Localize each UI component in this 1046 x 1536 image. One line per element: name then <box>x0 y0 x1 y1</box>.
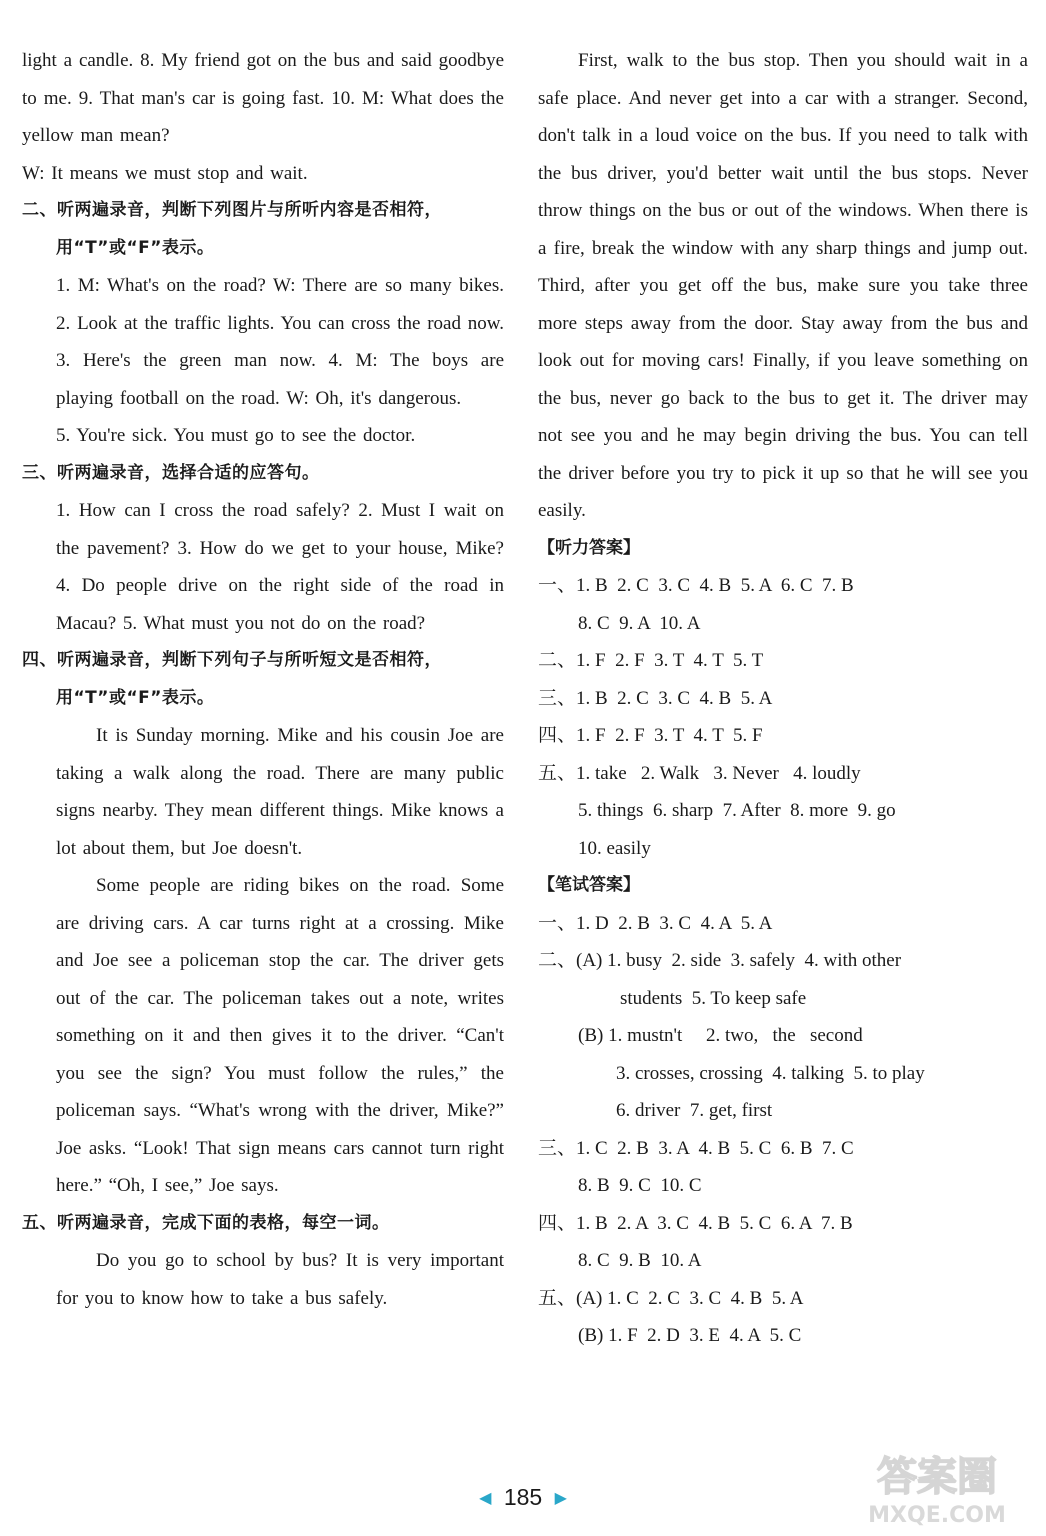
written-answers-1: 一、1. D 2. B 3. C 4. A 5. A <box>538 912 773 934</box>
transcript-part2: 1. M: What's on the road? W: There are so many bikes. 2. Look at the traffic lights. You can cross the road now. 3. Here's the green man now. 4. M: The boys are playing football on the road. W: Oh, it's dangerous. <box>56 275 504 409</box>
listening-answers-5-end: 10. easily <box>578 837 651 859</box>
watermark-logo-icon <box>842 1444 1032 1530</box>
listening-answers-5: 五、1. take 2. Walk 3. Never 4. loudly <box>538 762 861 784</box>
page-number: 185 <box>503 1484 543 1510</box>
arrow-left-icon: ◀ <box>479 1490 492 1507</box>
transcript-part4-para2: Some people are riding bikes on the road. Some are driving cars. A car turns right at a crossing. Mike and Joe see a policeman stop the car. The driver gets out of the car. The policeman takes out a note, writes something on it and then gives it to the driver. “Can't you see the sign? You must follow the rules,” the policeman says. “What's wrong with the driver, Mike?” Joe asks. “Look! That sign means cars cannot turn right here.” “Oh, I see,” Joe says. <box>56 875 504 1196</box>
transcript-part1-end: light a candle. 8. My friend got on the bus and said goodbye to me. 9. That man's car is going fast. 10. M: What does the yellow man mean? <box>22 50 504 146</box>
svg-text:答案圈: 答案圈 <box>877 1454 997 1500</box>
section-2-heading-cont: 用“T”或“F”表示。 <box>56 237 215 258</box>
arrow-right-icon: ▶ <box>554 1490 567 1507</box>
written-answers-2b: (B) 1. mustn't 2. two, the second <box>578 1025 863 1046</box>
listening-answers-5-cont: 5. things 6. sharp 7. After 8. more 9. go <box>578 800 896 821</box>
section-4-heading: 四、听两遍录音，判断下列句子与所听短文是否相符， <box>22 650 442 670</box>
written-answers-2b-end: 6. driver 7. get, first <box>616 1100 773 1121</box>
written-answers-2b-cont: 3. crosses, crossing 4. talking 5. to play <box>616 1062 925 1084</box>
svg-text:MXQE.COM: MXQE.COM <box>868 1503 1006 1528</box>
section-4-heading-cont: 用“T”或“F”表示。 <box>56 687 215 708</box>
written-answers-title: 【笔试答案】 <box>538 875 640 895</box>
transcript-part4-para1: It is Sunday morning. Mike and his cousin Joe are taking a walk along the road. There are many public signs nearby. They mean different things. Mike knows a lot about them, but Joe doesn't. <box>56 725 504 859</box>
listening-answers-4: 四、1. F 2. F 3. T 4. T 5. F <box>538 725 763 746</box>
written-answers-3-cont: 8. B 9. C 10. C <box>578 1175 702 1196</box>
section-3-heading: 三、听两遍录音，选择合适的应答句。 <box>22 462 320 483</box>
transcript-part5-body: First, walk to the bus stop. Then you should wait in a safe place. And never get into a car with a stranger. Second, don't talk in a loud voice on the bus. If you need to talk with the bus driver, you'd better wait until the bus stops. Never throw things on the bus or out of the windows. When there is a fire, break the window with any sharp things and jump out. Third, after you get off the bus, make sure you take three more steps away from the door. Stay away from the bus and look out for moving cars! Finally, if you leave something on the bus, never go back to the bus to get it. The driver may not see you and he may begin driving the bus. You can tell the driver before you try to pick it up so that he will see you easily. <box>538 50 1028 521</box>
transcript-part2-last: 5. You're sick. You must go to see the doctor. <box>56 425 416 446</box>
right-column <box>538 42 1028 1355</box>
written-answers-2a-cont: students 5. To keep safe <box>620 987 807 1009</box>
listening-answers-3: 三、1. B 2. C 3. C 4. B 5. A <box>538 687 773 709</box>
left-column <box>22 42 504 1317</box>
written-answers-3: 三、1. C 2. B 3. A 4. B 5. C 6. B 7. C <box>538 1137 854 1159</box>
written-answers-4: 四、1. B 2. A 3. C 4. B 5. C 6. A 7. B <box>538 1212 853 1234</box>
listening-answers-1-cont: 8. C 9. A 10. A <box>578 612 701 634</box>
watermark-logo <box>842 1444 1032 1530</box>
written-answers-4-cont: 8. C 9. B 10. A <box>578 1250 702 1271</box>
transcript-part1-last: W: It means we must stop and wait. <box>22 162 308 184</box>
listening-answers-title: 【听力答案】 <box>538 537 640 558</box>
written-answers-2a: 二、(A) 1. busy 2. side 3. safely 4. with other <box>538 950 902 971</box>
written-answers-5a: 五、(A) 1. C 2. C 3. C 4. B 5. A <box>538 1287 804 1309</box>
listening-answers-2: 二、1. F 2. F 3. T 4. T 5. T <box>538 650 764 671</box>
section-2-heading: 二、听两遍录音，判断下列图片与所听内容是否相符， <box>22 200 442 220</box>
section-5-heading: 五、听两遍录音，完成下面的表格，每空一词。 <box>22 1212 390 1233</box>
transcript-part5-intro: Do you go to school by bus? It is very important for you to know how to take a bus safely. <box>56 1250 504 1309</box>
transcript-part3: 1. How can I cross the road safely? 2. Must I wait on the pavement? 3. How do we get to your house, Mike? 4. Do people drive on the right side of the road in Macau? 5. What must you not do on the road? <box>56 500 504 634</box>
listening-answers-1: 一、1. B 2. C 3. C 4. B 5. A 6. C 7. B <box>538 575 854 596</box>
written-answers-5b: (B) 1. F 2. D 3. E 4. A 5. C <box>578 1325 802 1346</box>
